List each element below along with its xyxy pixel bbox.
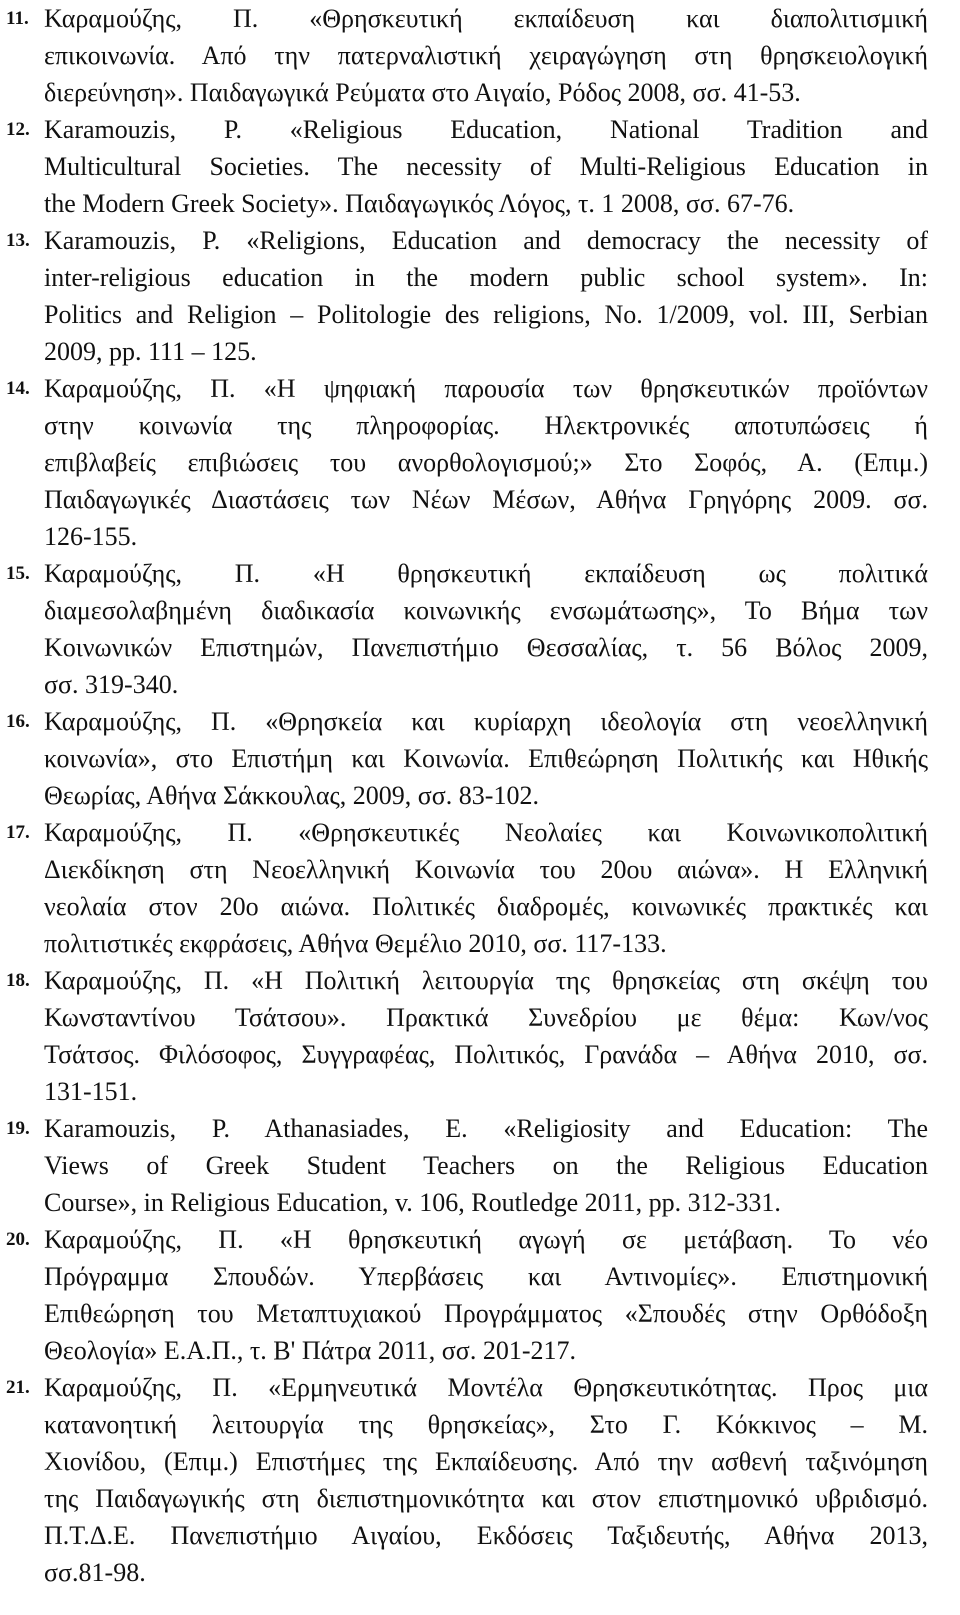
reference-line: Παιδαγωγικές Διαστάσεις των Νέων Μέσων, Αθήνα Γρηγόρης 2009. σσ. xyxy=(44,485,928,514)
reference-line: Καραμούζης, Π. «Η θρησκευτική αγωγή σε μετάβαση. Το νέο xyxy=(44,1225,928,1254)
reference-line: Τσάτσος. Φιλόσοφος, Συγγραφέας, Πολιτικός, Γρανάδα – Αθήνα 2010, σσ. xyxy=(44,1040,928,1069)
reference-line: της Παιδαγωγικής στη διεπιστημονικότητα και στον επιστημονικό υβριδισμό. xyxy=(44,1484,928,1513)
reference-line: Καραμούζης, Π. «Θρησκευτικές Νεολαίες και Κοινωνικοπολιτική xyxy=(44,818,928,847)
reference-line: Θεολογία» Ε.Α.Π., τ. Β' Πάτρα 2011, σσ. 201-217. xyxy=(44,1336,576,1365)
reference-line: 2009, pp. 111 – 125. xyxy=(44,337,257,366)
reference-number: 21. xyxy=(6,1377,30,1398)
reference-line: Multicultural Societies. The necessity of Multi-Religious Education in xyxy=(44,152,928,181)
reference-line: Διεκδίκηση στη Νεοελληνική Κοινωνία του 20ου αιώνα». Η Ελληνική xyxy=(44,855,928,884)
reference-number: 16. xyxy=(6,711,30,732)
reference-entry xyxy=(0,1221,960,1369)
reference-line: σσ. 319-340. xyxy=(44,670,179,699)
reference-number: 11. xyxy=(6,8,29,29)
reference-line: 131-151. xyxy=(44,1077,138,1106)
reference-entry xyxy=(0,0,960,111)
reference-line: επιβλαβείς επιβιώσεις του ανορθολογισμού;» Στο Σοφός, Α. (Επιμ.) xyxy=(44,448,928,477)
reference-entry xyxy=(0,703,960,814)
reference-line: Κωνσταντίνου Τσάτσου». Πρακτικά Συνεδρίου με θέμα: Κων/νος xyxy=(44,1003,928,1032)
reference-line: στην κοινωνία της πληροφορίας. Ηλεκτρονικές αποτυπώσεις ή xyxy=(44,411,928,440)
reference-line: επικοινωνία. Από την πατερναλιστική χειραγώγηση στη θρησκειολογική xyxy=(44,41,928,70)
reference-line: Καραμούζης, Π. «Ερμηνευτικά Μοντέλα Θρησκευτικότητας. Προς μια xyxy=(44,1373,928,1402)
reference-number: 20. xyxy=(6,1229,30,1250)
reference-number: 17. xyxy=(6,822,30,843)
reference-line: Karamouzis, P. Athanasiades, E. «Religiosity and Education: The xyxy=(44,1114,928,1143)
reference-number: 15. xyxy=(6,563,30,584)
reference-number: 12. xyxy=(6,119,30,140)
reference-entry xyxy=(0,962,960,1110)
reference-line: Καραμούζης, Π. «Η θρησκευτική εκπαίδευση ως πολιτικά xyxy=(44,559,928,588)
reference-line: 126-155. xyxy=(44,522,138,551)
reference-entry xyxy=(0,222,960,370)
reference-line: διερεύνηση». Παιδαγωγικά Ρεύματα στο Αιγαίο, Ρόδος 2008, σσ. 41-53. xyxy=(44,78,801,107)
reference-number: 19. xyxy=(6,1118,30,1139)
reference-entry xyxy=(0,555,960,703)
reference-line: Course», in Religious Education, v. 106, Routledge 2011, pp. 312-331. xyxy=(44,1188,781,1217)
reference-line: Χιονίδου, (Επιμ.) Επιστήμες της Εκπαίδευσης. Από την ασθενή ταξινόμηση xyxy=(44,1447,928,1476)
reference-line: Θεωρίας, Αθήνα Σάκκουλας, 2009, σσ. 83-102. xyxy=(44,781,539,810)
reference-number: 13. xyxy=(6,230,30,251)
reference-entry xyxy=(0,370,960,555)
reference-line: Views of Greek Student Teachers on the Religious Education xyxy=(44,1151,928,1180)
reference-line: κατανοητική λειτουργία της θρησκείας», Στο Γ. Κόκκινος – Μ. xyxy=(44,1410,928,1439)
reference-line: Πρόγραμμα Σπουδών. Υπερβάσεις και Αντινομίες». Επιστημονική xyxy=(44,1262,928,1291)
reference-entry xyxy=(0,111,960,222)
reference-line: Karamouzis, P. «Religious Education, National Tradition and xyxy=(44,115,928,144)
reference-line: διαμεσολαβημένη διαδικασία κοινωνικής ενσωμάτωσης», Το Βήμα των xyxy=(44,596,928,625)
reference-number: 14. xyxy=(6,378,30,399)
reference-line: Karamouzis, P. «Religions, Education and democracy the necessity of xyxy=(44,226,928,255)
reference-line: κοινωνία», στο Επιστήμη και Κοινωνία. Επιθεώρηση Πολιτικής και Ηθικής xyxy=(44,744,928,773)
reference-line: inter-religious education in the modern public school system». In: xyxy=(44,263,928,292)
reference-number: 18. xyxy=(6,970,30,991)
reference-line: Π.Τ.Δ.Ε. Πανεπιστήμιο Αιγαίου, Εκδόσεις Ταξιδευτής, Αθήνα 2013, xyxy=(44,1521,928,1550)
reference-entry xyxy=(0,814,960,962)
reference-line: Καραμούζης, Π. «Η Πολιτική λειτουργία της θρησκείας στη σκέψη του xyxy=(44,966,928,995)
reference-line: the Modern Greek Society». Παιδαγωγικός Λόγος, τ. 1 2008, σσ. 67-76. xyxy=(44,189,795,218)
reference-line: σσ.81-98. xyxy=(44,1558,146,1587)
reference-line: Politics and Religion – Politologie des religions, No. 1/2009, vol. III, Serbian xyxy=(44,300,928,329)
reference-entry xyxy=(0,1110,960,1221)
reference-line: Επιθεώρηση του Μεταπτυχιακού Προγράμματος «Σπουδές στην Ορθόδοξη xyxy=(44,1299,928,1328)
reference-line: Κοινωνικών Επιστημών, Πανεπιστήμιο Θεσσαλίας, τ. 56 Βόλος 2009, xyxy=(44,633,928,662)
reference-line: Καραμούζης, Π. «Θρησκεία και κυρίαρχη ιδεολογία στη νεοελληνική xyxy=(44,707,928,736)
reference-line: νεολαία στον 20ο αιώνα. Πολιτικές διαδρομές, κοινωνικές πρακτικές και xyxy=(44,892,928,921)
reference-line: Καραμούζης, Π. «Θρησκευτική εκπαίδευση και διαπολιτισμική xyxy=(44,4,928,33)
reference-line: Καραμούζης, Π. «Η ψηφιακή παρουσία των θρησκευτικών προϊόντων xyxy=(44,374,928,403)
reference-line: πολιτιστικές εκφράσεις, Αθήνα Θεμέλιο 2010, σσ. 117-133. xyxy=(44,929,667,958)
reference-entry xyxy=(0,1369,960,1591)
